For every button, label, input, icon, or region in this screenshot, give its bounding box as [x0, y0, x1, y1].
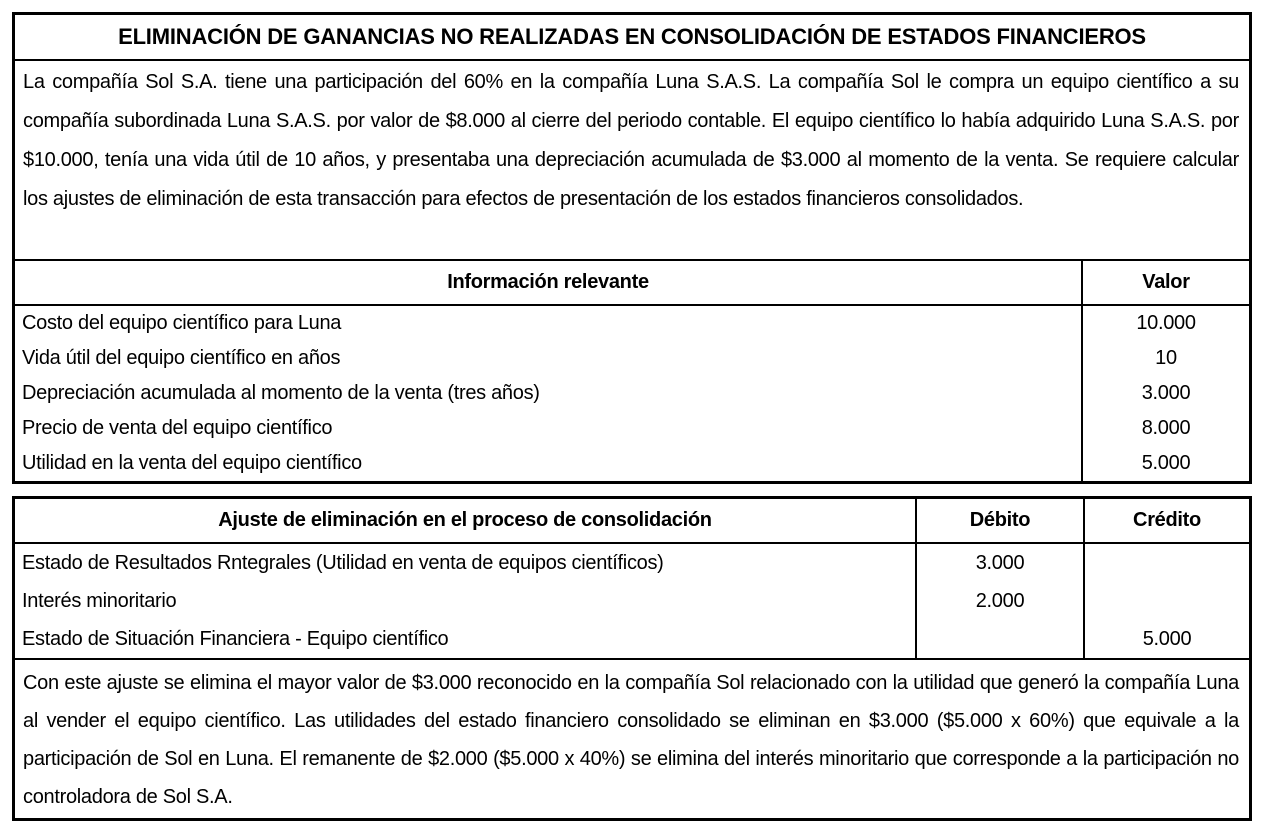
table-row: [15, 411, 1249, 446]
row-debit: 3.000: [915, 544, 1083, 582]
adjustment-table: [15, 499, 1249, 658]
row-label: Costo del equipo científico para Luna: [22, 312, 342, 334]
document-title: ELIMINACIÓN DE GANANCIAS NO REALIZADAS EN CONSOLIDACIÓN DE ESTADOS FINANCIEROS: [15, 15, 1249, 61]
adjustment-table-header-row: [15, 499, 1249, 544]
row-debit: 2.000: [915, 582, 1083, 620]
row-value: 10: [1081, 341, 1249, 376]
row-label: Vida útil del equipo científico en años: [22, 347, 341, 369]
row-label: Precio de venta del equipo científico: [22, 417, 333, 439]
info-table-header-label: Información relevante: [447, 271, 649, 293]
row-label: Estado de Resultados Rntegrales (Utilidad en venta de equipos científicos): [22, 551, 664, 574]
table-row: [15, 341, 1249, 376]
table-row: [15, 620, 1249, 658]
row-value: 5.000: [1081, 446, 1249, 481]
adjustment-table-header-label: Ajuste de eliminación en el proceso de consolidación: [218, 509, 712, 531]
info-table-header-row: [15, 259, 1249, 306]
adjustment-table-header-debit: Débito: [915, 499, 1083, 542]
table-row: [15, 582, 1249, 620]
table-row: [15, 446, 1249, 481]
upper-document-box: [12, 12, 1252, 484]
row-value: 8.000: [1081, 411, 1249, 446]
row-credit: [1083, 582, 1249, 620]
adjustment-table-header-credit: Crédito: [1083, 499, 1249, 542]
table-row: [15, 306, 1249, 341]
row-debit: [915, 620, 1083, 658]
table-row: [15, 376, 1249, 411]
conclusion-paragraph: Con este ajuste se elimina el mayor valor de $3.000 reconocido en la compañía Sol relacionado con la utilidad que generó la compañía Luna al vender el equipo científico. Las utilidades del estado financiero consolidado se eliminan en $3.000 ($5.000 x 60%) que equivale a la participación de Sol en Luna. El remanente de $2.000 ($5.000 x 40%) se elimina del interés minoritario que corresponde a la participación no controladora de Sol S.A.: [15, 658, 1249, 818]
row-value: 10.000: [1081, 306, 1249, 341]
row-credit: [1083, 544, 1249, 582]
info-table-header-value: Valor: [1081, 261, 1249, 304]
row-value: 3.000: [1081, 376, 1249, 411]
row-label: Depreciación acumulada al momento de la venta (tres años): [22, 382, 540, 404]
row-credit: 5.000: [1083, 620, 1249, 658]
row-label: Estado de Situación Financiera - Equipo científico: [22, 627, 449, 650]
table-row: [15, 544, 1249, 582]
intro-paragraph: La compañía Sol S.A. tiene una participación del 60% en la compañía Luna S.A.S. La compañía Sol le compra un equipo científico a su compañía subordinada Luna S.A.S. por valor de $8.000 al cierre del periodo contable. El equipo científico lo había adquirido Luna S.A.S. por $10.000, tenía una vida útil de 10 años, y presentaba una depreciación acumulada de $3.000 al momento de la venta. Se requiere calcular los ajustes de eliminación de esta transacción para efectos de presentación de los estados financieros consolidados.: [23, 71, 1239, 210]
info-table: [15, 259, 1249, 481]
row-label: Utilidad en la venta del equipo científico: [22, 452, 362, 474]
lower-document-box: [12, 496, 1252, 821]
row-label: Interés minoritario: [22, 589, 177, 612]
